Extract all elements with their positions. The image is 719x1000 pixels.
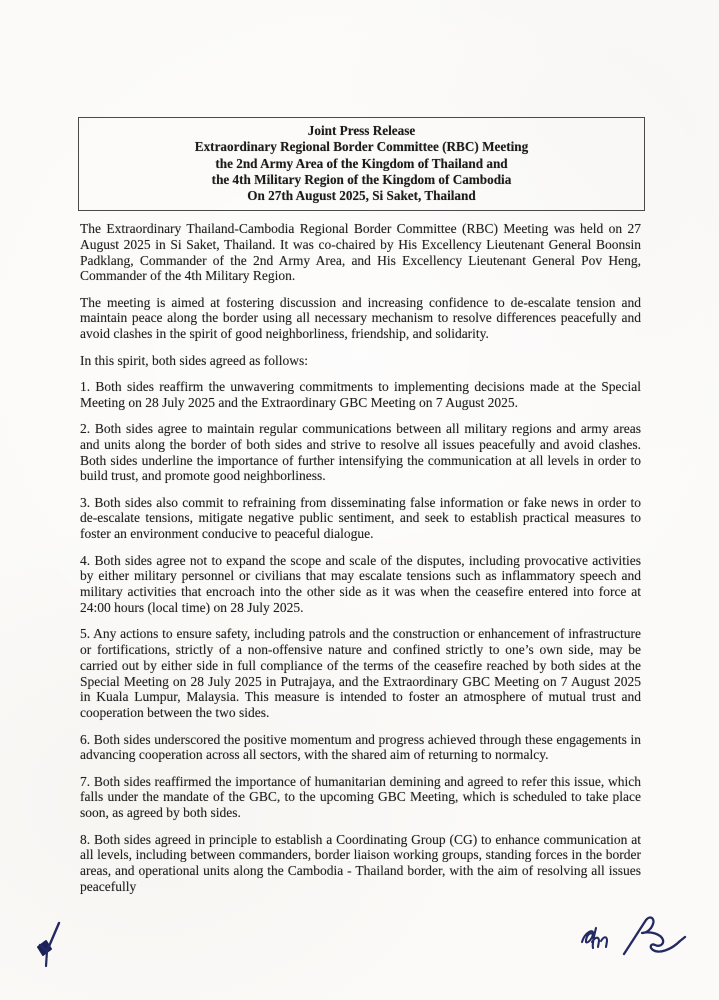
numbered-item-1: 1. Both sides reaffirm the unwavering commitments to implementing decisions made at the Special Meeting on 28 July 2025 and the Extraordinary GBC Meeting on 7 August 2025.: [80, 378, 641, 410]
numbered-item-8: 8. Both sides agreed in principle to establish a Coordinating Group (CG) to enhance communication at all levels, including between commanders, border liaison working groups, standing forces in the border areas, and operational units along the Cambodia - Thailand border, with the aim of resolving all issues peacefully: [80, 831, 641, 894]
signature-left-initial: [26, 916, 80, 977]
numbered-item-2: 2. Both sides agree to maintain regular communications between all military regions and army areas and units along the border of both sides and strive to resolve all issues peacefully and avoid clashes. Both sides underline the importance of further intensifying the communication at all levels in order to build trust, and promote good neighborliness.: [80, 420, 641, 484]
signature-right-initials: [572, 908, 692, 971]
numbered-item-5: 5. Any actions to ensure safety, including patrols and the construction or enhancement of infrastructure or fortifications, strictly of a non-offensive nature and confined strictly to one’s own side, may be carried out by either side in full compliance of the terms of the ceasefire reached by both sides at the Special Meeting on 28 July 2025 in Putrajaya, and the Extraordinary GBC Meeting on 7 August 2025 in Kuala Lumpur, Malaysia. This measure is intended to foster an atmosphere of mutual trust and cooperation between the two sides.: [80, 626, 641, 721]
numbered-item-7: 7. Both sides reaffirmed the importance of humanitarian demining and agreed to refer this issue, which falls under the mandate of the GBC, to the upcoming GBC Meeting, which is scheduled to take place soon, as agreed by both sides.: [80, 773, 641, 821]
numbered-item-6: 6. Both sides underscored the positive momentum and progress achieved through these engagements in advancing cooperation across all sectors, with the shared aim of returning to normalcy.: [80, 731, 641, 763]
document-body: [80, 221, 641, 905]
numbered-item-4: 4. Both sides agree not to expand the scope and scale of the disputes, including provocative activities by either military personnel or civilians that may escalate tensions such as inflammatory speech and military activities that encroach into the other side as it was when the ceasefire entered into force at 24:00 hours (local time) on 28 July 2025.: [80, 552, 641, 615]
numbered-item-3: 3. Both sides also commit to refraining from disseminating false information or fake news in order to de-escalate tensions, mitigate negative public sentiment, and seek to establish practical measures to foster an environment conducive to peaceful dialogue.: [80, 494, 641, 542]
title-line-joint-press-release: Joint Press Release: [307, 123, 416, 138]
title-line-cambodia-party: the 4th Military Region of the Kingdom of Cambodia: [211, 171, 512, 187]
title-line-meeting-name: Extraordinary Regional Border Committee (RBC) Meeting: [194, 139, 529, 155]
title-line-date-place: On 27th August 2025, Si Saket, Thailand: [247, 188, 476, 204]
paragraph-introduction: The Extraordinary Thailand-Cambodia Regional Border Committee (RBC) Meeting was held on 27 August 2025 in Si Saket, Thailand. It was co-chaired by His Excellency Lieutenant General Boonsin Padklang, Commander of the 2nd Army Area, and His Excellency Lieutenant General Pov Heng, Commander of the 4th Military Region.: [80, 221, 641, 284]
paragraph-meeting-aim: The meeting is aimed at fostering discussion and increasing confidence to de-escalate tension and maintain peace along the border using all necessary mechanism to resolve differences peacefully and avoid clashes in the spirit of good neighborliness, friendship, and solidarity.: [80, 294, 641, 342]
paragraph-agreed-as-follows: In this spirit, both sides agreed as follows:: [80, 352, 308, 368]
title-line-thailand-party: the 2nd Army Area of the Kingdom of Thailand and: [215, 155, 508, 171]
title-box: [78, 117, 645, 211]
